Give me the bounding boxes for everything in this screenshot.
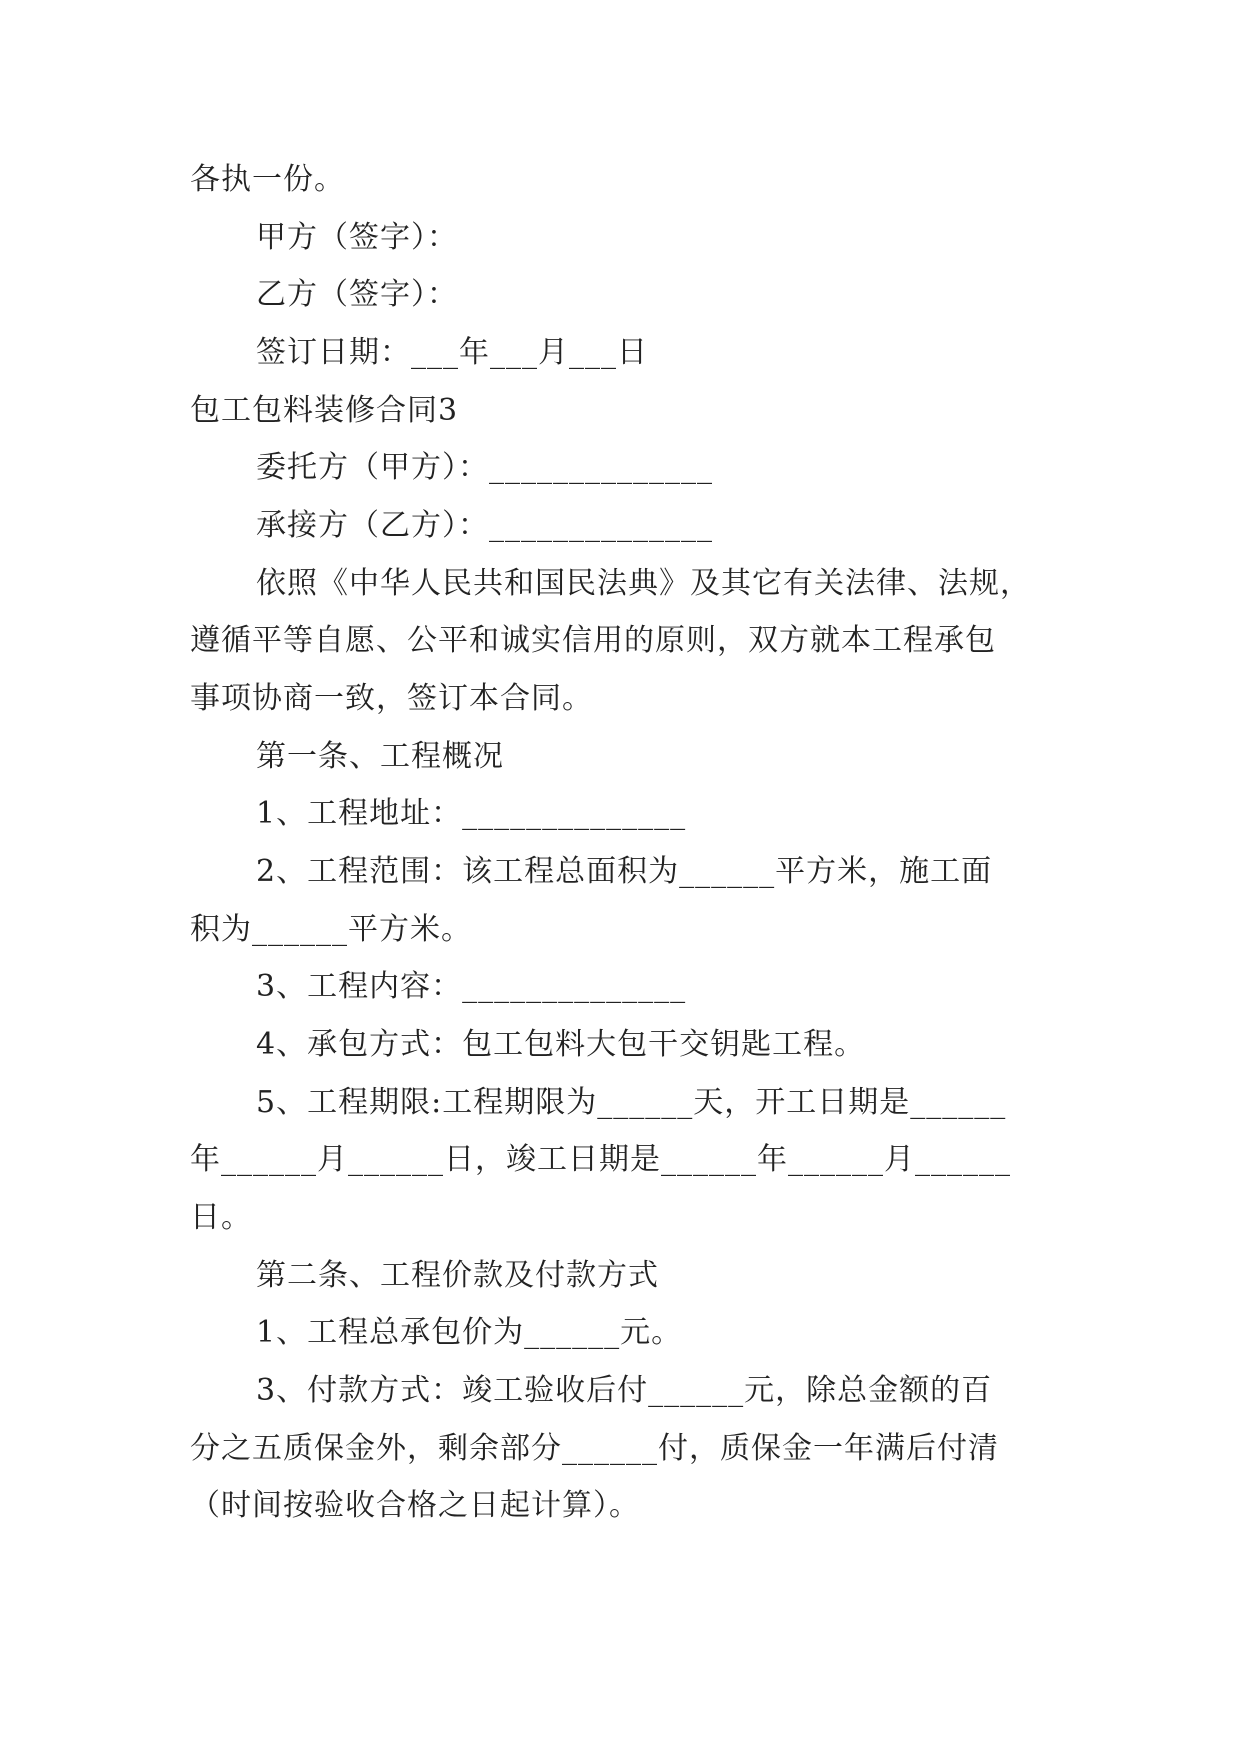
text-line: 事项协商一致，签订本合同。 [190, 681, 593, 716]
signing-date-line: 签订日期：___年___月___日 [256, 335, 648, 370]
text-line: 日。 [190, 1200, 252, 1235]
text-line: 3、工程内容：______________ [256, 969, 687, 1004]
section-heading: 第二条、工程价款及付款方式 [256, 1258, 659, 1293]
text-line: 分之五质保金外，剩余部分______付，质保金一年满后付清 [190, 1431, 999, 1466]
contractor-party-line: 承接方（乙方）：______________ [256, 508, 713, 543]
party-a-signature-line: 甲方（签字）： [256, 220, 458, 255]
text-line: 遵循平等自愿、公平和诚实信用的原则，双方就本工程承包 [190, 623, 996, 658]
party-b-signature-line: 乙方（签字）： [256, 277, 458, 312]
text-line: 各执一份。 [190, 162, 345, 197]
contract-title: 包工包料装修合同3 [190, 393, 459, 428]
text-line: 4、承包方式：包工包料大包干交钥匙工程。 [256, 1027, 866, 1062]
text-line: 年______月______日，竣工日期是______年______月______ [190, 1142, 1011, 1177]
text-line: 依照《中华人民共和国民法典》及其它有关法律、法规， [256, 566, 1031, 601]
text-line: 1、工程总承包价为______元。 [256, 1315, 683, 1350]
text-line: 1、工程地址：______________ [256, 796, 687, 831]
text-line: 2、工程范围：该工程总面积为______平方米，施工面 [256, 854, 993, 889]
text-line: 积为______平方米。 [190, 912, 472, 947]
text-line: 5、工程期限:工程期限为______天，开工日期是______ [256, 1085, 1007, 1120]
client-party-line: 委托方（甲方）：______________ [256, 450, 713, 485]
text-line: 3、付款方式：竣工验收后付______元，除总金额的百 [256, 1373, 993, 1408]
section-heading: 第一条、工程概况 [256, 739, 504, 774]
text-line: （时间按验收合格之日起计算）。 [190, 1488, 640, 1523]
